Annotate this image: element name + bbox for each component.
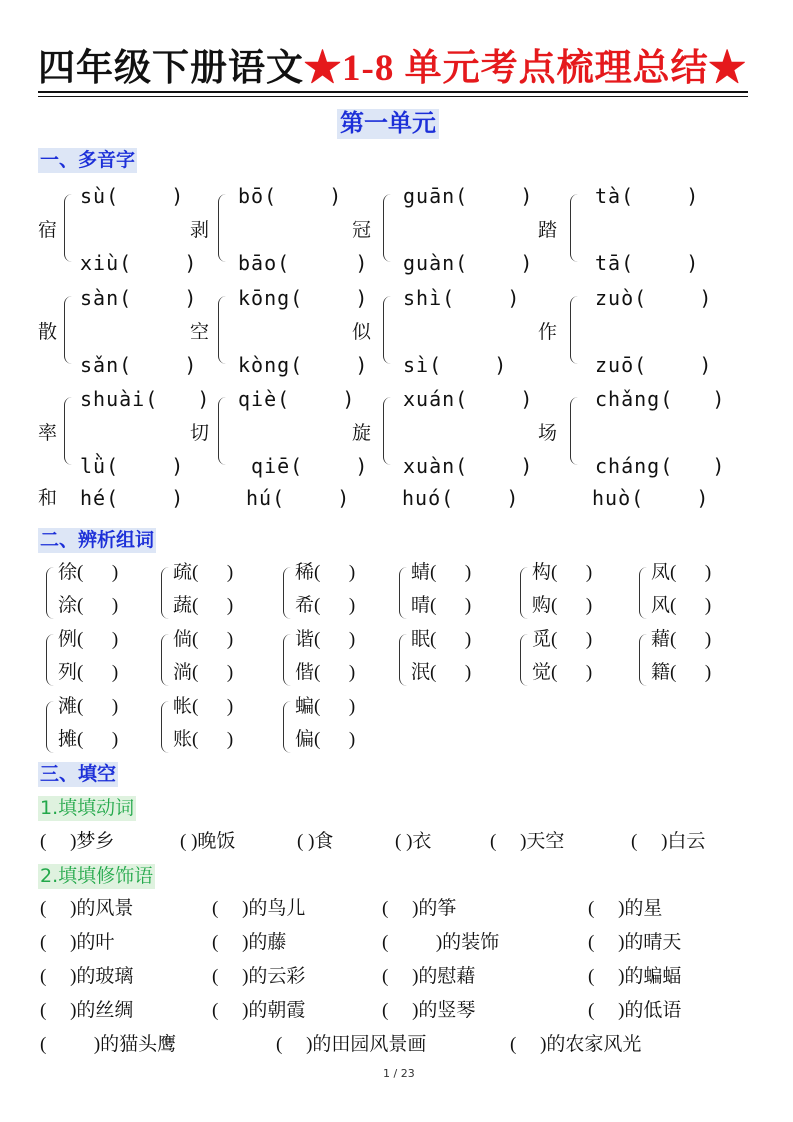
word-pair-item: 购( ) [532, 595, 593, 616]
fill-blank-item: ( )的晴天 [588, 932, 682, 953]
polyphone-char: 作 [538, 322, 558, 343]
pinyin-reading: sǎn( ) [80, 353, 198, 377]
word-pair-item: 徐( ) [58, 562, 119, 583]
word-pair-item: 帐( ) [173, 696, 234, 717]
fill-blank-item: ( )的低语 [588, 1000, 682, 1021]
polyphone-char: 踏 [538, 220, 558, 241]
polyphone-char: 似 [352, 322, 372, 343]
word-pair-item: 构( ) [532, 562, 593, 583]
word-pair-item: 眠( ) [411, 629, 472, 650]
star-icon: ★ [304, 48, 342, 89]
fill-blank-item: ( )白云 [631, 831, 706, 852]
subheading-verbs: 1.填填动词 [40, 797, 135, 819]
pinyin-reading: qiè( ) [238, 387, 356, 411]
fill-blank-item: ( )的慰藉 [382, 966, 476, 987]
fill-blank-item: ( )的田园风景画 [276, 1034, 427, 1055]
brace [639, 634, 650, 686]
polyphone-char: 和 [38, 488, 58, 509]
pinyin-reading: huó( ) [402, 486, 520, 510]
word-pair-item: 稀( ) [295, 562, 356, 583]
polyphone-char: 场 [538, 423, 558, 444]
title-main: 四年级下册语文 [38, 48, 304, 89]
pinyin-reading: guān( ) [403, 184, 534, 208]
pinyin-reading: huò( ) [592, 486, 710, 510]
brace [570, 296, 581, 364]
brace [283, 634, 294, 686]
pinyin-reading: xiù( ) [80, 251, 198, 275]
word-pair-item: 淌( ) [173, 662, 234, 683]
brace [64, 397, 75, 465]
fill-blank-item: ( )的丝绸 [40, 1000, 134, 1021]
word-pair-item: 滩( ) [58, 696, 119, 717]
word-pair-item: 风( ) [651, 595, 712, 616]
fill-blank-item: ( )的朝霞 [212, 1000, 306, 1021]
word-pair-item: 偏( ) [295, 729, 356, 750]
fill-blank-item: ( )的藤 [212, 932, 287, 953]
pinyin-reading: lǜ( ) [80, 454, 185, 478]
word-pair-item: 疏( ) [173, 562, 234, 583]
word-pair-item: 觅( ) [532, 629, 593, 650]
word-pair-item: 例( ) [58, 629, 119, 650]
fill-blank-item: ( )的玻璃 [40, 966, 134, 987]
word-pair-item: 藉( ) [651, 629, 712, 650]
word-pair-item: 账( ) [173, 729, 234, 750]
brace [161, 701, 172, 753]
brace [520, 567, 531, 619]
brace [383, 296, 394, 364]
subheading-modifiers: 2.填填修饰语 [40, 865, 154, 887]
word-pair-item: 觉( ) [532, 662, 593, 683]
fill-blank-item: ( )的星 [588, 898, 663, 919]
fill-blank-item: ( )梦乡 [40, 831, 115, 852]
fill-blank-item: ( )的农家风光 [510, 1034, 642, 1055]
fill-blank-item: ( )的鸟儿 [212, 898, 306, 919]
word-pair-item: 列( ) [58, 662, 119, 683]
pinyin-reading: hé( ) [80, 486, 185, 510]
polyphone-char: 冠 [352, 220, 372, 241]
brace [46, 634, 57, 686]
star-icon: ★ [708, 48, 747, 89]
pinyin-reading: cháng( ) [595, 454, 726, 478]
pinyin-reading: kōng( ) [238, 286, 369, 310]
section-heading-word-pairs: 二、辨析组词 [40, 529, 155, 551]
pinyin-reading: guàn( ) [403, 251, 534, 275]
brace [218, 296, 229, 364]
word-pair-item: 凤( ) [651, 562, 712, 583]
fill-blank-item: ( )的猫头鹰 [40, 1034, 177, 1055]
polyphone-char: 旋 [352, 423, 372, 444]
brace [46, 701, 57, 753]
pinyin-reading: tā( ) [595, 251, 700, 275]
pinyin-reading: chǎng( ) [595, 387, 726, 411]
word-pair-item: 蔬( ) [173, 595, 234, 616]
word-pair-item: 摊( ) [58, 729, 119, 750]
title-rule-thin [38, 96, 748, 97]
word-pair-item: 蝙( ) [295, 696, 356, 717]
pinyin-reading: qiē( ) [238, 454, 369, 478]
brace [399, 634, 410, 686]
polyphone-char: 散 [38, 322, 58, 343]
unit-title: 第一单元 [337, 109, 439, 139]
brace [570, 194, 581, 262]
brace [570, 397, 581, 465]
polyphone-char: 剥 [190, 220, 210, 241]
word-pair-item: 倘( ) [173, 629, 234, 650]
pinyin-reading: zuò( ) [595, 286, 713, 310]
section-heading-polyphones: 一、多音字 [40, 149, 136, 171]
pinyin-reading: shì( ) [403, 286, 521, 310]
pinyin-reading: bō( ) [238, 184, 343, 208]
brace [639, 567, 650, 619]
polyphone-char: 切 [190, 423, 210, 444]
pinyin-reading: sù( ) [80, 184, 185, 208]
fill-blank-item: ( )衣 [395, 831, 432, 852]
pinyin-reading: bāo( ) [238, 251, 369, 275]
polyphone-char: 空 [190, 322, 210, 343]
polyphone-char: 宿 [38, 220, 58, 241]
fill-blank-item: ( )食 [297, 831, 334, 852]
brace [64, 194, 75, 262]
title-range: 1-8 单元考点梳理总结 [342, 48, 709, 89]
brace [218, 194, 229, 262]
section-heading-fill: 三、填空 [40, 763, 117, 785]
word-pair-item: 谐( ) [295, 629, 356, 650]
brace [283, 567, 294, 619]
fill-blank-item: ( )的云彩 [212, 966, 306, 987]
pinyin-reading: sì( ) [403, 353, 508, 377]
word-pair-item: 晴( ) [411, 595, 472, 616]
word-pair-item: 泯( ) [411, 662, 472, 683]
fill-blank-item: ( )的装饰 [382, 932, 500, 953]
title-rule [38, 91, 748, 93]
fill-blank-item: ( )的风景 [40, 898, 134, 919]
brace [161, 634, 172, 686]
pinyin-reading: xuàn( ) [403, 454, 534, 478]
fill-blank-item: ( )的筝 [382, 898, 457, 919]
pinyin-reading: kòng( ) [238, 353, 369, 377]
brace [383, 397, 394, 465]
fill-blank-item: ( )的蝙蝠 [588, 966, 682, 987]
brace [399, 567, 410, 619]
brace [46, 567, 57, 619]
fill-blank-item: ( )晚饭 [180, 831, 236, 852]
pinyin-reading: tà( ) [595, 184, 700, 208]
pinyin-reading: zuō( ) [595, 353, 713, 377]
fill-blank-item: ( )的竖琴 [382, 1000, 476, 1021]
brace [64, 296, 75, 364]
fill-blank-item: ( )天空 [490, 831, 565, 852]
brace [520, 634, 531, 686]
brace [283, 701, 294, 753]
brace [161, 567, 172, 619]
pinyin-reading: xuán( ) [403, 387, 534, 411]
polyphone-char: 率 [38, 423, 58, 444]
brace [383, 194, 394, 262]
brace [218, 397, 229, 465]
word-pair-item: 涂( ) [58, 595, 119, 616]
page-number: 1 / 23 [383, 1067, 415, 1080]
pinyin-reading: shuài( ) [80, 387, 211, 411]
word-pair-item: 偕( ) [295, 662, 356, 683]
pinyin-reading: hú( ) [246, 486, 351, 510]
pinyin-reading: sàn( ) [80, 286, 198, 310]
word-pair-item: 籍( ) [651, 662, 712, 683]
word-pair-item: 希( ) [295, 595, 356, 616]
page-title [38, 50, 747, 87]
word-pair-item: 蜻( ) [411, 562, 472, 583]
fill-blank-item: ( )的叶 [40, 932, 115, 953]
